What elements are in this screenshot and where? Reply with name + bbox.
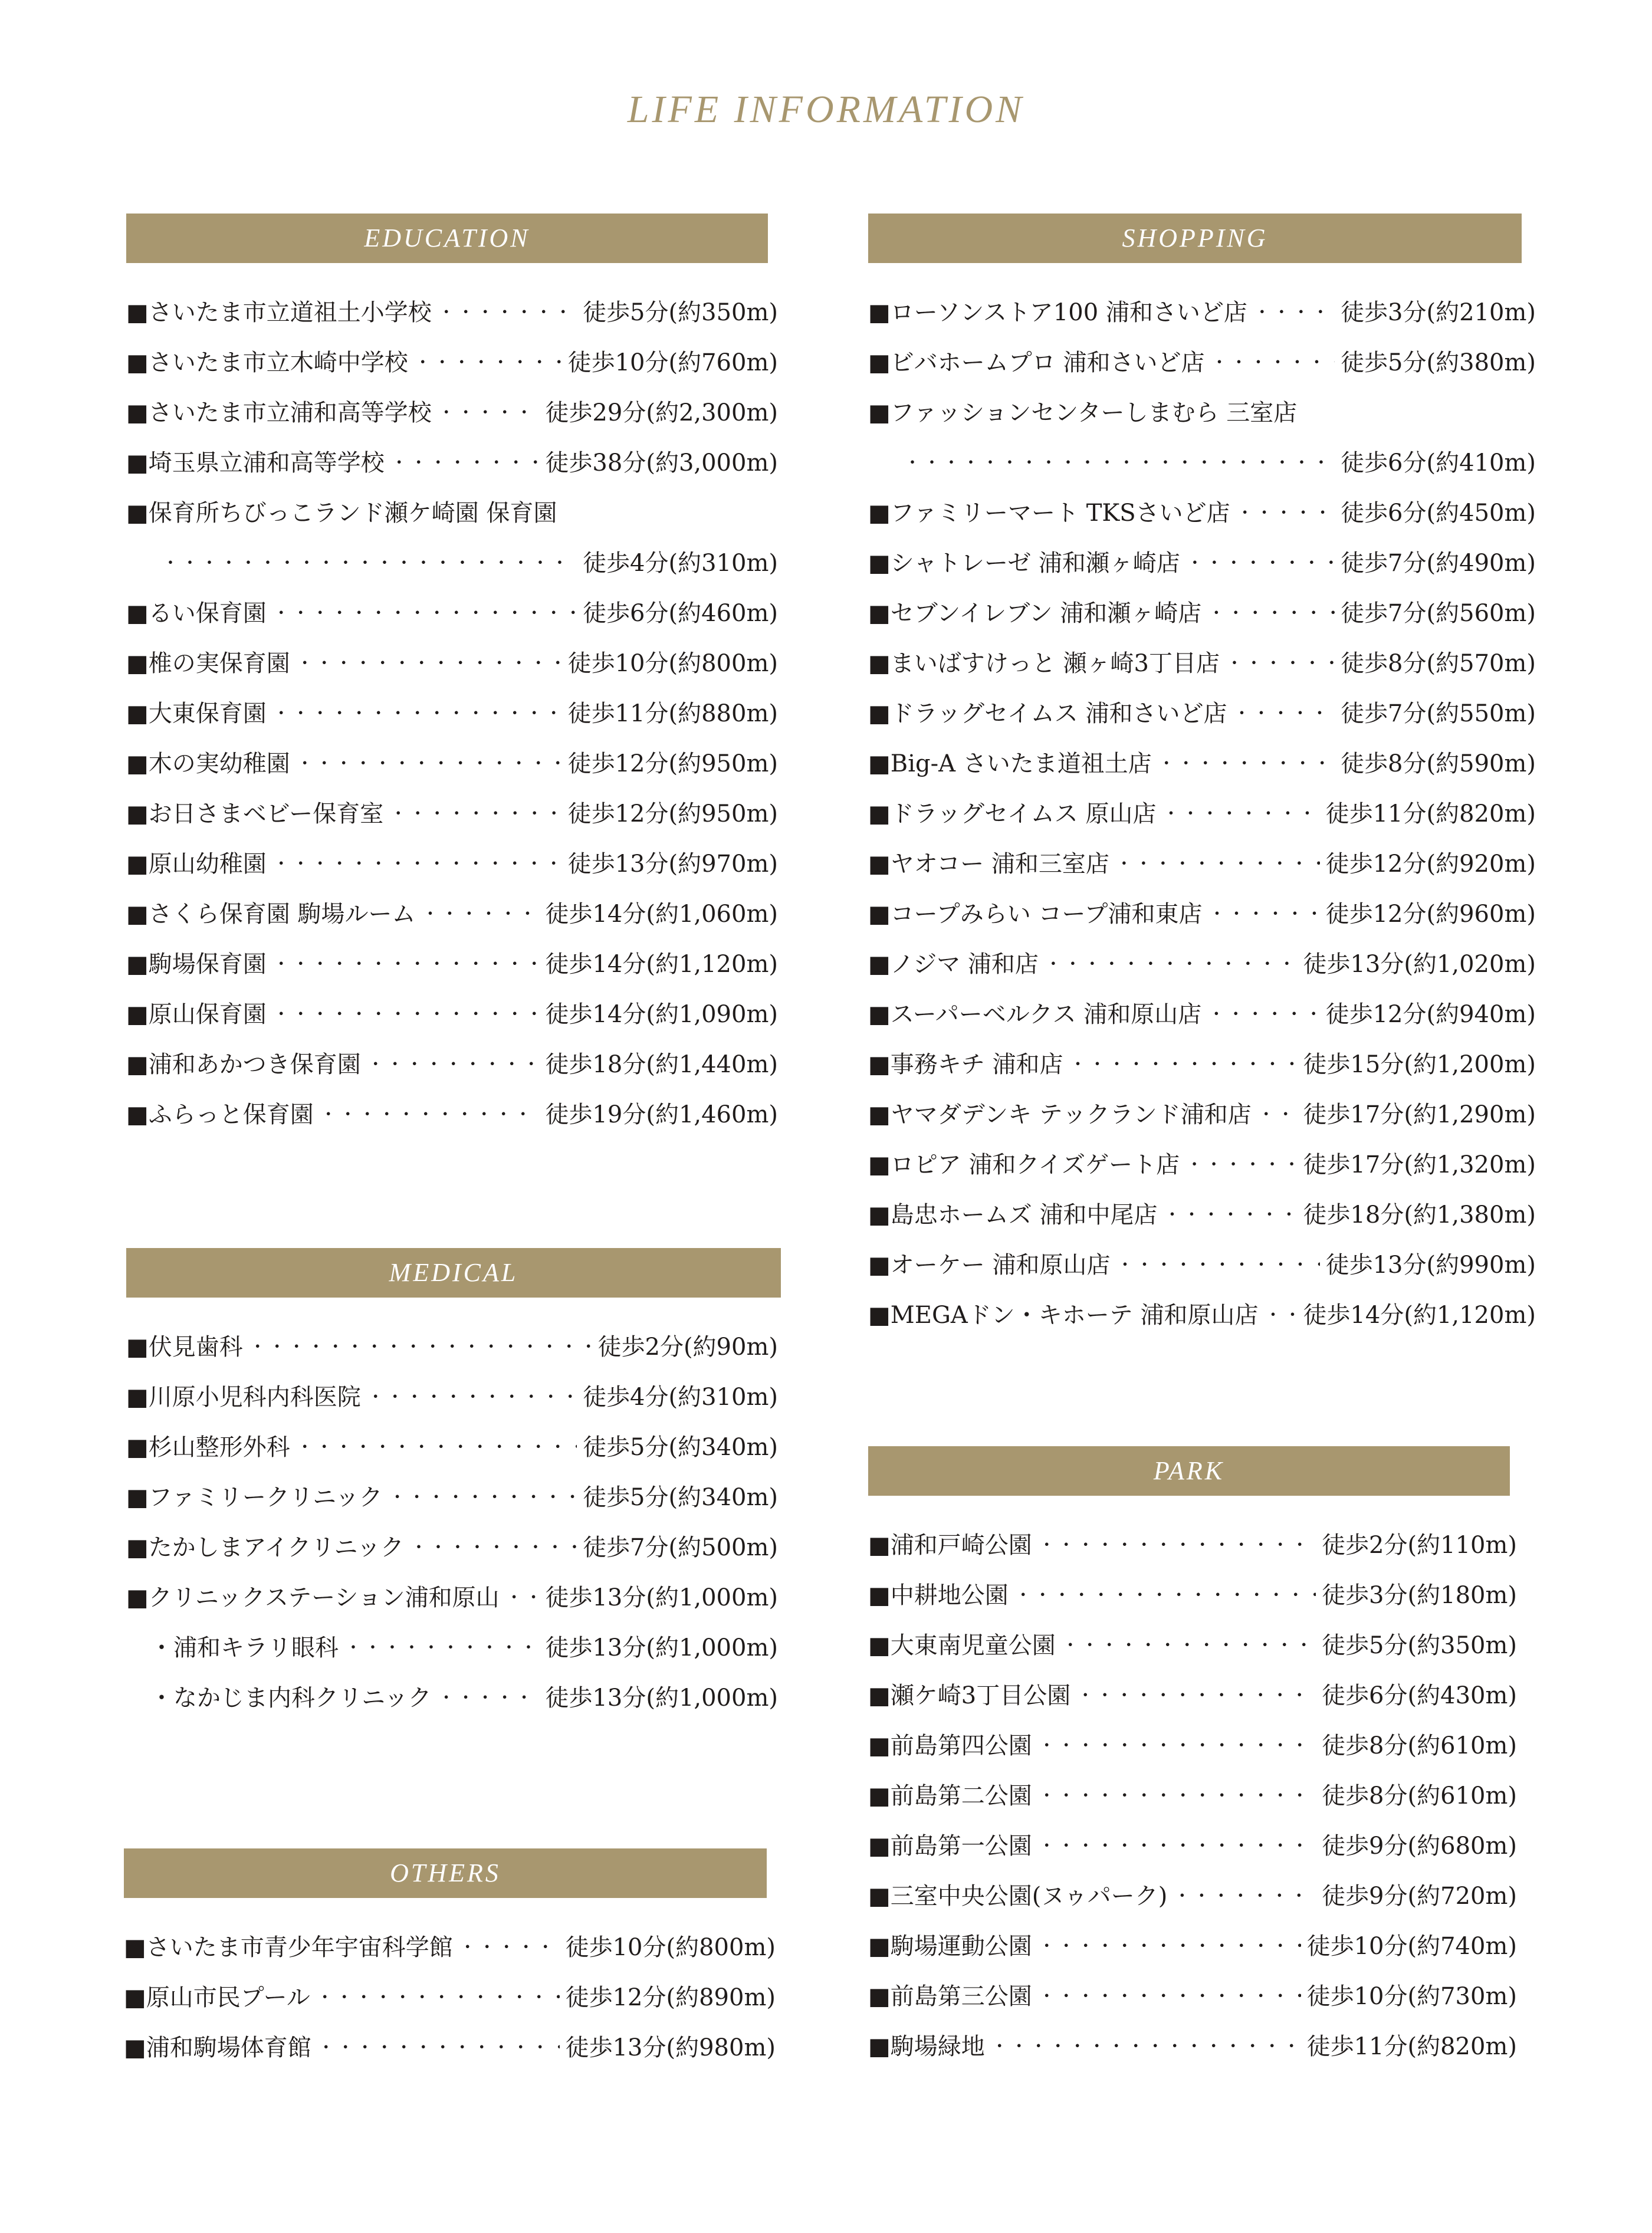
park-list-item	[868, 1669, 1517, 1719]
facility-name: ■川原小児科内科医院	[126, 1384, 361, 1411]
dot-leader	[1076, 1681, 1316, 1707]
dot-leader	[459, 1933, 560, 1959]
dot-leader	[410, 1533, 577, 1559]
walking-time: 徒歩29分(約2,300m)	[545, 399, 778, 426]
facility-name: ■前島第四公園	[868, 1732, 1032, 1759]
walking-time: 徒歩10分(約800m)	[565, 1934, 776, 1961]
facility-name: ■前島第二公園	[868, 1782, 1032, 1810]
dot-leader	[438, 398, 540, 424]
shopping-list-item	[868, 486, 1536, 536]
shopping-list-item	[868, 937, 1536, 987]
shopping-list-item	[868, 1238, 1536, 1288]
walking-time: 徒歩6分(約460m)	[583, 600, 778, 627]
walking-time: 徒歩10分(約740m)	[1306, 1933, 1517, 1960]
facility-name: ■ドラッグセイムス 浦和さいど店	[868, 700, 1227, 727]
walking-time: 徒歩7分(約550m)	[1341, 700, 1536, 727]
medical-list-item	[126, 1671, 778, 1721]
education-list-item	[126, 336, 778, 386]
dot-leader	[367, 1050, 540, 1076]
walking-time: 徒歩2分(約90m)	[597, 1334, 778, 1361]
facility-name: ■前島第三公園	[868, 1983, 1032, 2010]
dot-leader	[438, 1683, 540, 1709]
dot-leader	[296, 649, 562, 675]
facility-name: ■ロピア 浦和クイズゲート店	[868, 1151, 1180, 1178]
walking-time: 徒歩17分(約1,320m)	[1303, 1151, 1536, 1178]
dot-leader	[1265, 1301, 1298, 1326]
walking-time: 徒歩13分(約990m)	[1325, 1252, 1536, 1279]
education-heading: EDUCATION	[126, 214, 768, 263]
dot-leader	[367, 1383, 577, 1408]
facility-name: ■さいたま市立浦和高等学校	[126, 399, 432, 426]
others-list-item	[124, 1971, 776, 2021]
dot-leader	[1173, 1881, 1316, 1907]
walking-time: 徒歩13分(約1,000m)	[545, 1634, 778, 1661]
facility-name: ■まいばすけっと 瀬ヶ崎3丁目店	[868, 650, 1220, 677]
dot-leader	[422, 899, 540, 925]
facility-name: ■さくら保育園 駒場ルーム	[126, 901, 416, 928]
park-list-item	[868, 1719, 1517, 1769]
walking-time: 徒歩10分(約800m)	[567, 650, 778, 677]
dot-leader	[1236, 498, 1335, 524]
walking-time: 徒歩14分(約1,090m)	[545, 1001, 778, 1028]
walking-time: 徒歩10分(約760m)	[567, 349, 778, 376]
dot-leader	[390, 448, 540, 474]
facility-name: ■原山市民プール	[124, 1984, 310, 2011]
shopping-list-item	[868, 636, 1536, 687]
facility-name: ■前島第一公園	[868, 1833, 1032, 1860]
shopping-list-item	[868, 987, 1536, 1037]
facility-name: ■原山保育園	[126, 1001, 267, 1028]
dot-leader	[904, 448, 1335, 474]
facility-name: ■杉山整形外科	[126, 1434, 290, 1461]
park-section	[868, 1446, 1517, 2070]
facility-name: ■浦和戸崎公園	[868, 1532, 1032, 1559]
facility-name: ■原山幼稚園	[126, 850, 267, 878]
park-list-item	[868, 1769, 1517, 1819]
facility-name: ・なかじま内科クリニック	[150, 1684, 432, 1712]
shopping-list	[868, 285, 1536, 1338]
education-list-item	[126, 687, 778, 737]
walking-time: 徒歩5分(約350m)	[1322, 1632, 1517, 1659]
facility-name: ■事務キチ 浦和店	[868, 1051, 1063, 1078]
facility-name: ■セブンイレブン 浦和瀬ヶ崎店	[868, 600, 1202, 627]
facility-name: ■ファミリーマート TKSさいど店	[868, 500, 1230, 527]
facility-name: ■ノジマ 浦和店	[868, 951, 1039, 978]
dot-leader	[320, 1100, 540, 1126]
shopping-section	[868, 214, 1536, 1338]
medical-list-item	[126, 1521, 778, 1571]
facility-name: ■駒場保育園	[126, 951, 267, 978]
dot-leader	[1257, 1100, 1298, 1126]
walking-time: 徒歩6分(約430m)	[1322, 1682, 1517, 1709]
facility-name: ■椎の実保育園	[126, 650, 290, 677]
dot-leader	[272, 599, 577, 625]
facility-name: ■スーパーベルクス 浦和原山店	[868, 1001, 1202, 1028]
education-list	[126, 285, 778, 1138]
dot-leader	[1014, 1581, 1316, 1607]
walking-time: 徒歩12分(約920m)	[1325, 850, 1536, 878]
facility-name: ■クリニックステーション浦和原山	[126, 1584, 500, 1611]
dot-leader	[438, 298, 577, 324]
walking-time: 徒歩11分(約820m)	[1306, 2033, 1517, 2060]
walking-time: 徒歩19分(約1,460m)	[545, 1101, 778, 1128]
facility-name: ■さいたま市立木崎中学校	[126, 349, 408, 376]
walking-time: 徒歩8分(約610m)	[1322, 1732, 1517, 1759]
dot-leader	[1186, 549, 1335, 574]
medical-list-item	[126, 1420, 778, 1470]
walking-time: 徒歩7分(約560m)	[1341, 600, 1536, 627]
walking-time: 徒歩15分(約1,200m)	[1303, 1051, 1536, 1078]
shopping-list-item	[868, 737, 1536, 787]
walking-time: 徒歩18分(約1,380m)	[1303, 1201, 1536, 1229]
education-list-item	[126, 436, 778, 486]
dot-leader	[1158, 749, 1335, 775]
dot-leader	[296, 749, 562, 775]
education-list-item	[126, 887, 778, 937]
facility-name: ■ヤオコー 浦和三室店	[868, 850, 1109, 878]
dot-leader	[1038, 1531, 1316, 1556]
facility-name: ■保育所ちびっこランド瀬ケ崎園 保育園	[126, 500, 557, 527]
facility-name: ■ビバホームプロ 浦和さいど店	[868, 349, 1205, 376]
dot-leader	[1211, 348, 1335, 374]
walking-time: 徒歩11分(約880m)	[567, 700, 778, 727]
park-heading: PARK	[868, 1446, 1510, 1496]
education-list-item	[126, 737, 778, 787]
walking-time: 徒歩17分(約1,290m)	[1303, 1101, 1536, 1128]
shopping-list-item	[868, 1037, 1536, 1088]
facility-name: ■Big-A さいたま道祖土店	[868, 750, 1152, 777]
walking-time: 徒歩4分(約310m)	[583, 550, 778, 577]
education-list-item	[126, 987, 778, 1037]
walking-time: 徒歩5分(約380m)	[1341, 349, 1536, 376]
walking-time: 徒歩14分(約1,120m)	[545, 951, 778, 978]
dot-leader	[389, 799, 561, 825]
shopping-list-item	[868, 1188, 1536, 1238]
facility-name: ■埼玉県立浦和高等学校	[126, 449, 385, 477]
dot-leader	[1185, 1150, 1297, 1176]
park-list-item	[868, 1969, 1517, 2019]
dot-leader	[991, 2032, 1301, 2058]
walking-time: 徒歩12分(約950m)	[567, 750, 778, 777]
dot-leader	[505, 1583, 540, 1609]
walking-time: 徒歩12分(約960m)	[1325, 901, 1536, 928]
dot-leader	[1208, 899, 1320, 925]
education-list-item	[126, 486, 778, 536]
facility-name: ■るい保育園	[126, 600, 267, 627]
shopping-list-item	[868, 336, 1536, 386]
shopping-list-item	[868, 787, 1536, 837]
medical-heading: MEDICAL	[126, 1248, 781, 1298]
education-list-item	[126, 837, 778, 887]
education-list-item	[126, 285, 778, 336]
shopping-list-item	[868, 1088, 1536, 1138]
dot-leader	[1226, 649, 1335, 675]
dot-leader	[389, 1483, 577, 1509]
facility-name: ■浦和あかつき保育園	[126, 1051, 361, 1078]
walking-time: 徒歩8分(約610m)	[1322, 1782, 1517, 1810]
walking-time: 徒歩3分(約180m)	[1322, 1582, 1517, 1609]
facility-name: ■コープみらい コープ浦和東店	[868, 901, 1203, 928]
walking-time: 徒歩7分(約500m)	[583, 1534, 778, 1561]
dot-leader	[414, 348, 562, 374]
facility-name: ・浦和キラリ眼科	[150, 1634, 339, 1661]
walking-time: 徒歩11分(約820m)	[1325, 800, 1536, 827]
walking-time: 徒歩6分(約410m)	[1341, 449, 1536, 477]
medical-list	[126, 1320, 778, 1721]
dot-leader	[1038, 1982, 1301, 2008]
dot-leader	[1233, 699, 1335, 725]
dot-leader	[272, 849, 562, 875]
walking-time: 徒歩5分(約340m)	[583, 1484, 778, 1511]
shopping-list-item	[868, 386, 1536, 436]
facility-name: ■三室中央公園(ヌゥパーク)	[868, 1883, 1168, 1910]
education-list-item	[126, 1088, 778, 1138]
shopping-heading: SHOPPING	[868, 214, 1522, 263]
walking-time: 徒歩9分(約680m)	[1322, 1833, 1517, 1860]
shopping-list-item	[868, 1138, 1536, 1188]
facility-name: ■木の実幼稚園	[126, 750, 290, 777]
facility-name: ■シャトレーゼ 浦和瀬ヶ崎店	[868, 550, 1180, 577]
walking-time: 徒歩14分(約1,060m)	[545, 901, 778, 928]
shopping-list-item	[868, 436, 1536, 486]
medical-list-item	[126, 1470, 778, 1521]
walking-time: 徒歩13分(約980m)	[565, 2034, 776, 2061]
dot-leader	[1162, 799, 1320, 825]
dot-leader	[1207, 599, 1335, 625]
shopping-list-item	[868, 837, 1536, 887]
walking-time: 徒歩8分(約590m)	[1341, 750, 1536, 777]
park-list-item	[868, 1518, 1517, 1568]
facility-name: ■島忠ホームズ 浦和中尾店	[868, 1201, 1158, 1229]
dot-leader	[317, 2033, 560, 2059]
others-list-item	[124, 1920, 776, 1971]
education-section	[126, 214, 778, 1138]
dot-leader	[1164, 1200, 1298, 1226]
facility-name: ■駒場運動公園	[868, 1933, 1032, 1960]
medical-list-item	[126, 1571, 778, 1621]
facility-name: ■ファッションセンターしまむら 三室店	[868, 399, 1298, 426]
dot-leader	[1253, 298, 1335, 324]
walking-time: 徒歩7分(約490m)	[1341, 550, 1536, 577]
education-list-item	[126, 586, 778, 636]
dot-leader	[1069, 1050, 1298, 1076]
walking-time: 徒歩5分(約340m)	[583, 1434, 778, 1461]
walking-time: 徒歩8分(約570m)	[1341, 650, 1536, 677]
facility-name: ■お日さまベビー保育室	[126, 800, 384, 827]
walking-time: 徒歩5分(約350m)	[583, 299, 778, 326]
facility-name: ■MEGAドン・キホーテ 浦和原山店	[868, 1302, 1259, 1329]
dot-leader	[1038, 1932, 1301, 1958]
walking-time: 徒歩10分(約730m)	[1306, 1983, 1517, 2010]
medical-list-item	[126, 1320, 778, 1370]
facility-name: ■駒場緑地	[868, 2033, 985, 2060]
dot-leader	[1116, 1250, 1320, 1276]
park-list-item	[868, 1919, 1517, 1969]
walking-time: 徒歩9分(約720m)	[1322, 1883, 1517, 1910]
facility-name: ■ローソンストア100 浦和さいど店	[868, 299, 1247, 326]
dot-leader	[316, 1983, 560, 2009]
walking-time: 徒歩13分(約1,000m)	[545, 1584, 778, 1611]
shopping-list-item	[868, 586, 1536, 636]
others-heading: OTHERS	[124, 1848, 767, 1898]
facility-name: ■中耕地公園	[868, 1582, 1009, 1609]
walking-time: 徒歩3分(約210m)	[1341, 299, 1536, 326]
shopping-list-item	[868, 1288, 1536, 1338]
others-section	[124, 1848, 776, 2071]
facility-name: ■さいたま市立道祖土小学校	[126, 299, 432, 326]
dot-leader	[1115, 849, 1320, 875]
walking-time: 徒歩12分(約950m)	[567, 800, 778, 827]
dot-leader	[272, 950, 540, 976]
others-list-item	[124, 2021, 776, 2071]
walking-time: 徒歩13分(約1,000m)	[545, 1684, 778, 1712]
dot-leader	[249, 1332, 592, 1358]
shopping-list-item	[868, 536, 1536, 586]
dot-leader	[1038, 1831, 1316, 1857]
facility-name: ■大東南児童公園	[868, 1632, 1056, 1659]
education-list-item	[126, 636, 778, 687]
walking-time: 徒歩12分(約940m)	[1325, 1001, 1536, 1028]
dot-leader	[1062, 1631, 1316, 1657]
facility-name: ■ドラッグセイムス 原山店	[868, 800, 1157, 827]
walking-time: 徒歩18分(約1,440m)	[545, 1051, 778, 1078]
facility-name: ■たかしまアイクリニック	[126, 1534, 404, 1561]
others-list	[124, 1920, 776, 2071]
park-list-item	[868, 1869, 1517, 1919]
park-list-item	[868, 1819, 1517, 1869]
facility-name: ■さいたま市青少年宇宙科学館	[124, 1934, 453, 1961]
facility-name: ■オーケー 浦和原山店	[868, 1252, 1111, 1279]
facility-name: ■ふらっと保育園	[126, 1101, 314, 1128]
shopping-list-item	[868, 887, 1536, 937]
walking-time: 徒歩2分(約110m)	[1322, 1532, 1517, 1559]
education-list-item	[126, 937, 778, 987]
facility-name: ■瀬ケ崎3丁目公園	[868, 1682, 1071, 1709]
facility-name: ■ヤマダデンキ テックランド浦和店	[868, 1101, 1252, 1128]
walking-time: 徒歩14分(約1,120m)	[1303, 1302, 1536, 1329]
shopping-list-item	[868, 285, 1536, 336]
park-list-item	[868, 1618, 1517, 1669]
walking-time: 徒歩13分(約1,020m)	[1303, 951, 1536, 978]
facility-name: ■ファミリークリニック	[126, 1484, 383, 1511]
page-title: LIFE INFORMATION	[627, 88, 1025, 131]
education-list-item	[126, 1037, 778, 1088]
walking-time: 徒歩12分(約890m)	[565, 1984, 776, 2011]
medical-list-item	[126, 1621, 778, 1671]
medical-section	[126, 1248, 778, 1721]
dot-leader	[1038, 1731, 1316, 1757]
dot-leader	[272, 699, 562, 725]
dot-leader	[344, 1633, 539, 1659]
dot-leader	[272, 1000, 540, 1026]
education-list-item	[126, 787, 778, 837]
dot-leader	[1207, 1000, 1319, 1026]
walking-time: 徒歩6分(約450m)	[1341, 500, 1536, 527]
education-list-item	[126, 386, 778, 436]
education-list-item	[126, 536, 778, 586]
dot-leader	[1038, 1781, 1316, 1807]
dot-leader	[162, 549, 577, 574]
shopping-list-item	[868, 687, 1536, 737]
park-list-item	[868, 2019, 1517, 2070]
facility-name: ■伏見歯科	[126, 1334, 243, 1361]
walking-time: 徒歩4分(約310m)	[583, 1384, 778, 1411]
dot-leader	[1045, 950, 1298, 976]
park-list	[868, 1518, 1517, 2070]
walking-time: 徒歩38分(約3,000m)	[545, 449, 778, 477]
walking-time: 徒歩13分(約970m)	[567, 850, 778, 878]
facility-name: ■浦和駒場体育館	[124, 2034, 311, 2061]
medical-list-item	[126, 1370, 778, 1420]
dot-leader	[296, 1433, 577, 1459]
facility-name: ■大東保育園	[126, 700, 267, 727]
park-list-item	[868, 1568, 1517, 1618]
